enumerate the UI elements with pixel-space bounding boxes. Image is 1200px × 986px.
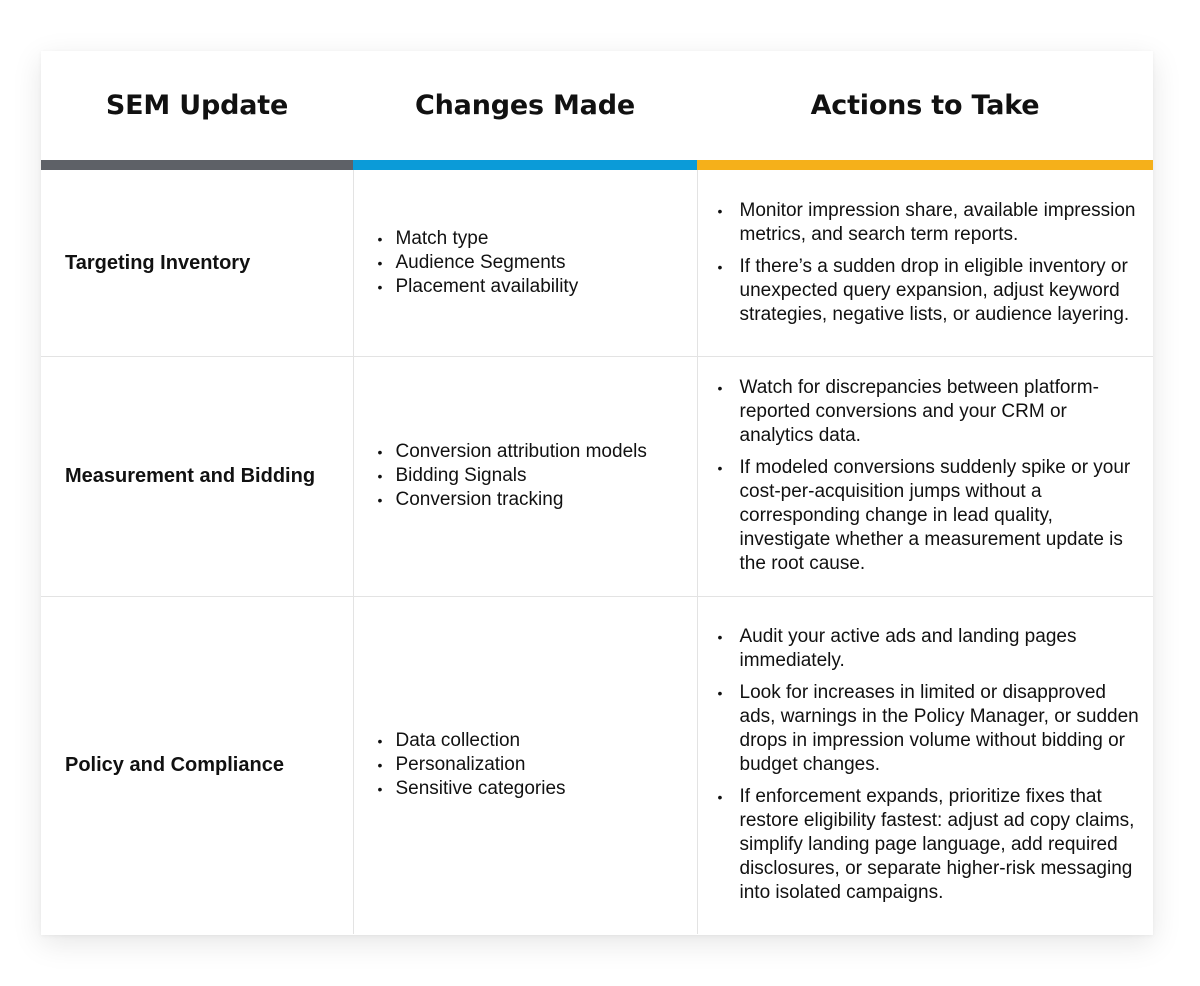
actions-list: [718, 199, 1144, 327]
table-row: [41, 356, 1153, 596]
table-row: [41, 170, 1153, 356]
list-item: • Personalization: [378, 753, 696, 777]
accent-bar-row: [41, 160, 1153, 170]
actions-cell: [697, 596, 1153, 934]
actions-cell: [697, 170, 1153, 356]
changes-list: [378, 227, 696, 299]
changes-list: [378, 729, 696, 801]
list-item: • If modeled conversions suddenly spike or your cost-per-acquisition jumps without a corresponding change in lead quality, investigate whether a measurement update is the root cause.: [718, 456, 1144, 576]
sem-update-cell: Policy and Compliance: [41, 596, 353, 934]
accent-bar-gray: [41, 160, 353, 170]
sem-updates-table: [41, 51, 1153, 934]
actions-list: [718, 376, 1144, 576]
list-item: • Match type: [378, 227, 696, 251]
header-changes-made: Changes Made: [415, 90, 635, 121]
changes-list: [378, 440, 696, 512]
list-item: • Audit your active ads and landing pages immediately.: [718, 625, 1144, 673]
list-item: • Monitor impression share, available impression metrics, and search term reports.: [718, 199, 1144, 247]
list-item: • Placement availability: [378, 275, 696, 299]
accent-bar-gold: [697, 160, 1153, 170]
header-row: [41, 51, 1153, 160]
sem-update-cell: Measurement and Bidding: [41, 356, 353, 596]
list-item: • Data collection: [378, 729, 696, 753]
changes-cell: [353, 170, 697, 356]
list-item: • Conversion tracking: [378, 488, 696, 512]
list-item: • Look for increases in limited or disapproved ads, warnings in the Policy Manager, or sudden drops in impression volume without bidding or budget changes.: [718, 681, 1144, 777]
list-item: • Watch for discrepancies between platform-reported conversions and your CRM or analytics data.: [718, 376, 1144, 448]
actions-list: [718, 625, 1144, 905]
header-actions-to-take: Actions to Take: [810, 90, 1040, 121]
list-item: • Bidding Signals: [378, 464, 696, 488]
table-row: [41, 596, 1153, 934]
accent-bar-blue: [353, 160, 697, 170]
list-item: • Sensitive categories: [378, 777, 696, 801]
changes-cell: [353, 596, 697, 934]
sem-updates-table-card: [41, 51, 1153, 935]
list-item: • Conversion attribution models: [378, 440, 696, 464]
sem-update-cell: Targeting Inventory: [41, 170, 353, 356]
list-item: • If enforcement expands, prioritize fixes that restore eligibility fastest: adjust ad copy claims, simplify landing page language, add required disclosures, or separate higher-risk messaging into isolated campaigns.: [718, 785, 1144, 905]
list-item: • If there’s a sudden drop in eligible inventory or unexpected query expansion, adjust keyword strategies, negative lists, or audience layering.: [718, 255, 1144, 327]
header-sem-update: SEM Update: [105, 90, 289, 121]
changes-cell: [353, 356, 697, 596]
list-item: • Audience Segments: [378, 251, 696, 275]
actions-cell: [697, 356, 1153, 596]
